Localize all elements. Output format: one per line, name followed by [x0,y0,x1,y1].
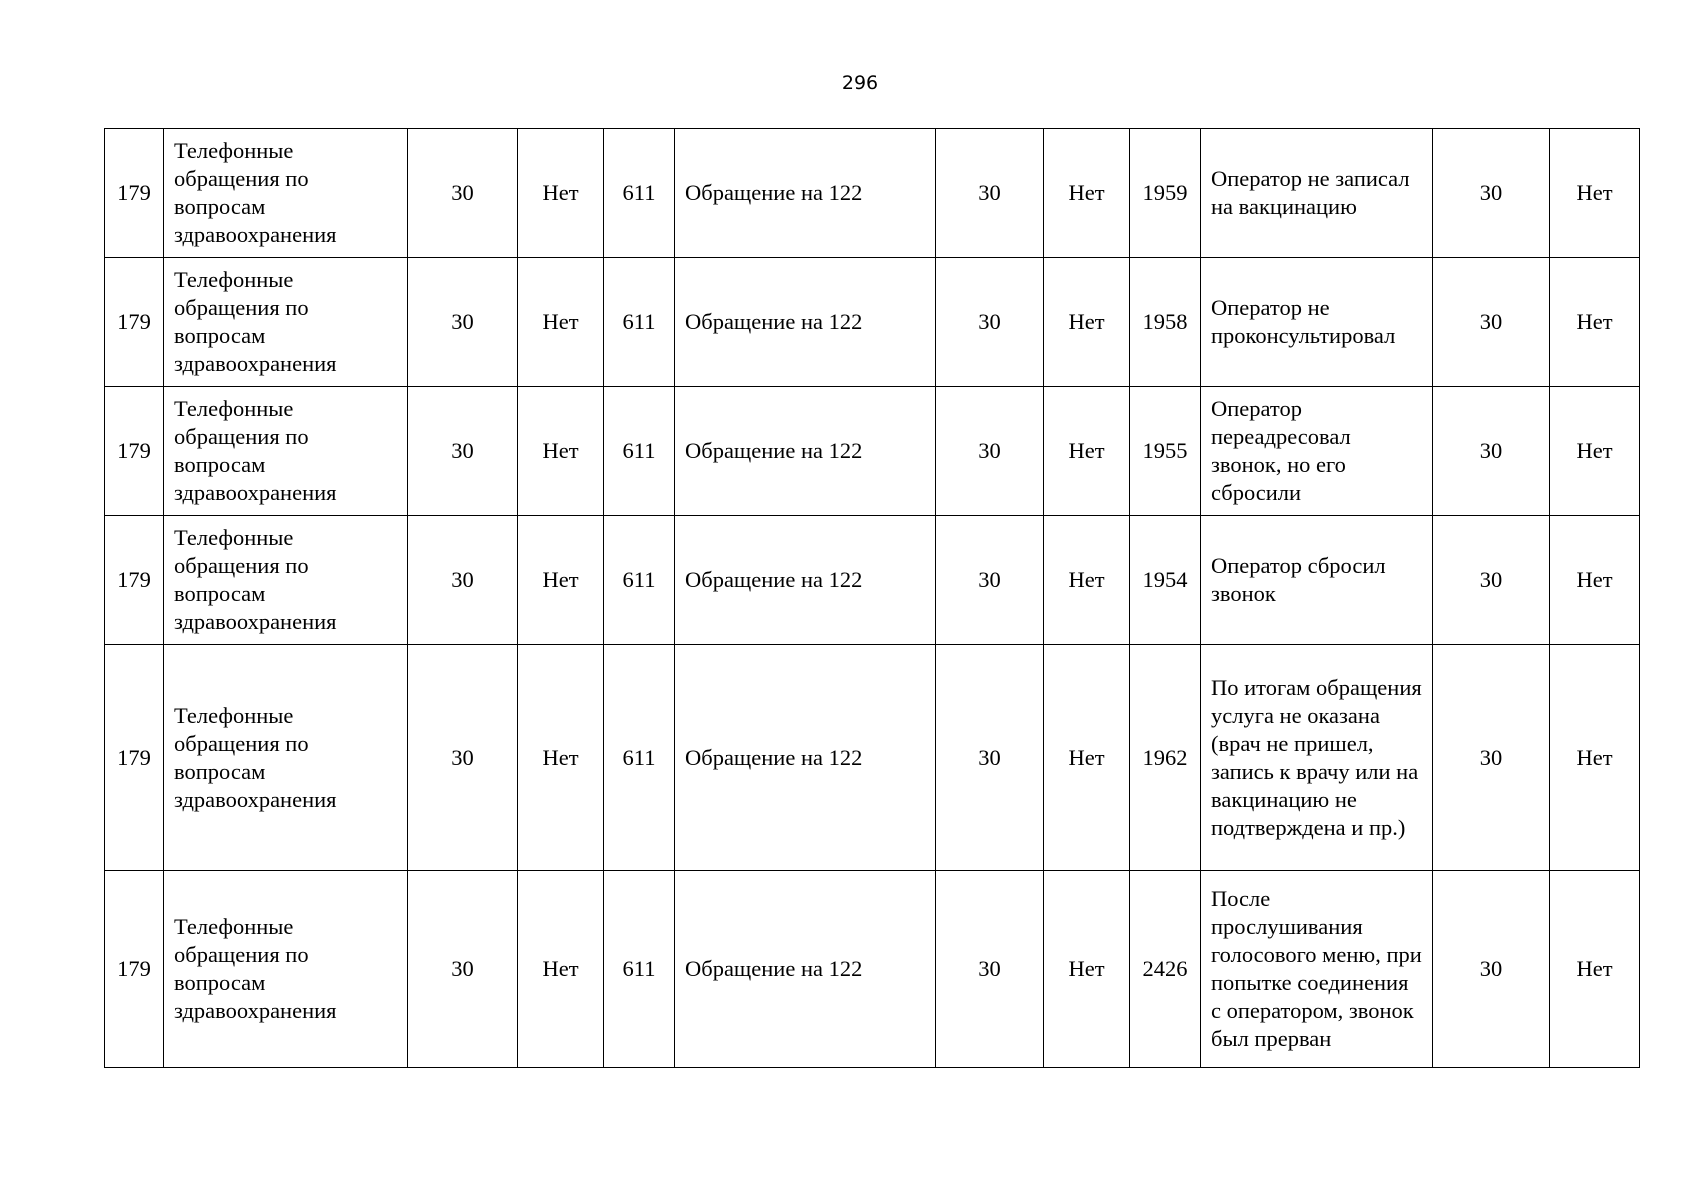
sub-code-cell: 1958 [1130,258,1201,387]
table-row [105,871,1640,1068]
id-cell: 179 [105,387,164,516]
category-cell: Телефонные обращения по вопросам здравоохранения [164,871,408,1068]
value-cell: 30 [936,258,1044,387]
flag-cell: Нет [1044,387,1130,516]
flag-cell: Нет [1044,516,1130,645]
table-row [105,645,1640,871]
value-cell: 30 [408,129,518,258]
id-cell: 179 [105,516,164,645]
value-cell: 30 [1433,645,1550,871]
value-cell: 30 [1433,387,1550,516]
category-cell: Телефонные обращения по вопросам здравоохранения [164,387,408,516]
sub-code-cell: 1959 [1130,129,1201,258]
topic-cell: Обращение на 122 [675,129,936,258]
code-cell: 611 [604,258,675,387]
flag-cell: Нет [1044,645,1130,871]
category-cell: Телефонные обращения по вопросам здравоохранения [164,258,408,387]
sub-code-cell: 1954 [1130,516,1201,645]
value-cell: 30 [936,387,1044,516]
code-cell: 611 [604,871,675,1068]
topic-cell: Обращение на 122 [675,516,936,645]
category-cell: Телефонные обращения по вопросам здравоохранения [164,645,408,871]
code-cell: 611 [604,387,675,516]
flag-cell: Нет [1550,516,1640,645]
flag-cell: Нет [518,645,604,871]
sub-code-cell: 1955 [1130,387,1201,516]
topic-cell: Обращение на 122 [675,258,936,387]
code-cell: 611 [604,645,675,871]
value-cell: 30 [936,516,1044,645]
id-cell: 179 [105,258,164,387]
flag-cell: Нет [1550,387,1640,516]
flag-cell: Нет [1550,258,1640,387]
flag-cell: Нет [518,129,604,258]
table-row [105,516,1640,645]
description-cell: Оператор сбросил звонок [1201,516,1433,645]
id-cell: 179 [105,645,164,871]
topic-cell: Обращение на 122 [675,645,936,871]
description-cell: Оператор переадресовал звонок, но его сбросили [1201,387,1433,516]
table-row [105,258,1640,387]
value-cell: 30 [1433,516,1550,645]
value-cell: 30 [936,129,1044,258]
value-cell: 30 [1433,129,1550,258]
page-number: 296 [841,72,879,94]
flag-cell: Нет [1550,645,1640,871]
flag-cell: Нет [518,258,604,387]
category-cell: Телефонные обращения по вопросам здравоохранения [164,129,408,258]
value-cell: 30 [408,645,518,871]
flag-cell: Нет [518,871,604,1068]
value-cell: 30 [408,387,518,516]
id-cell: 179 [105,871,164,1068]
code-cell: 611 [604,129,675,258]
flag-cell: Нет [518,516,604,645]
flag-cell: Нет [1044,258,1130,387]
flag-cell: Нет [1550,871,1640,1068]
value-cell: 30 [408,258,518,387]
value-cell: 30 [936,871,1044,1068]
table-row [105,129,1640,258]
description-cell: Оператор не записал на вакцинацию [1201,129,1433,258]
category-cell: Телефонные обращения по вопросам здравоохранения [164,516,408,645]
value-cell: 30 [408,871,518,1068]
code-cell: 611 [604,516,675,645]
flag-cell: Нет [1044,129,1130,258]
topic-cell: Обращение на 122 [675,871,936,1068]
value-cell: 30 [408,516,518,645]
data-table [104,128,1640,1068]
value-cell: 30 [1433,258,1550,387]
topic-cell: Обращение на 122 [675,387,936,516]
id-cell: 179 [105,129,164,258]
sub-code-cell: 1962 [1130,645,1201,871]
flag-cell: Нет [518,387,604,516]
description-cell: После прослушивания голосового меню, при попытке соединения с оператором, звонок был прерван [1201,871,1433,1068]
table-row [105,387,1640,516]
description-cell: По итогам обращения услуга не оказана (врач не пришел, запись к врачу или на вакцинацию не подтверждена и пр.) [1201,645,1433,871]
sub-code-cell: 2426 [1130,871,1201,1068]
value-cell: 30 [1433,871,1550,1068]
description-cell: Оператор не проконсультировал [1201,258,1433,387]
value-cell: 30 [936,645,1044,871]
flag-cell: Нет [1550,129,1640,258]
flag-cell: Нет [1044,871,1130,1068]
